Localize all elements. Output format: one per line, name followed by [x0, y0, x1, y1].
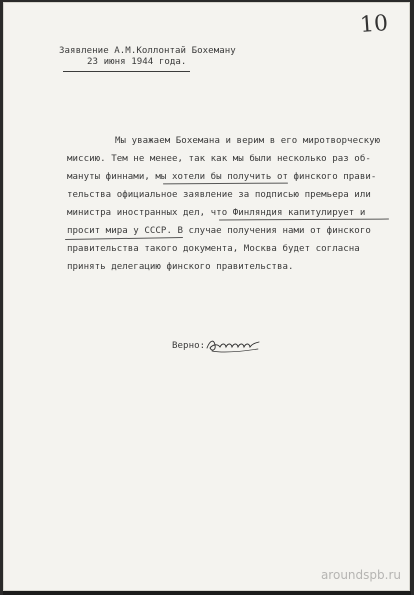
page-number: 10	[359, 11, 389, 38]
document-page	[3, 2, 410, 591]
body-line-2: миссию. Тем не менее, так как мы были несколько раз об-	[67, 154, 371, 164]
body-line-5: министра иностранных дел, что Финляндия капитулирует и	[67, 208, 366, 218]
handwritten-underline	[65, 237, 183, 240]
watermark: aroundspb.ru	[320, 568, 401, 582]
document-date: 23 июня 1944 года.	[87, 57, 187, 67]
body-line-8: принять делегацию финского правительства.	[67, 262, 294, 272]
certified-label: Верно:	[172, 341, 206, 351]
handwritten-underline	[219, 219, 389, 221]
document-title: Заявление А.М.Коллонтай Бохеману	[59, 46, 236, 56]
handwritten-underline	[163, 183, 288, 185]
body-line-6: просит мира у СССР. В случае получения нами от финского	[67, 226, 371, 236]
signature-icon	[204, 335, 262, 355]
body-line-3: мануты финнами, мы хотели бы получить от финского прави-	[67, 172, 377, 182]
body-line-1: Мы уважаем Бохемана и верим в его миротворческую	[115, 136, 381, 146]
body-line-7: правительства такого документа, Москва будет согласна	[67, 244, 360, 254]
page-edge-shadow	[3, 591, 411, 595]
body-line-4: тельства официальное заявление за подписью премьера или	[67, 190, 371, 200]
